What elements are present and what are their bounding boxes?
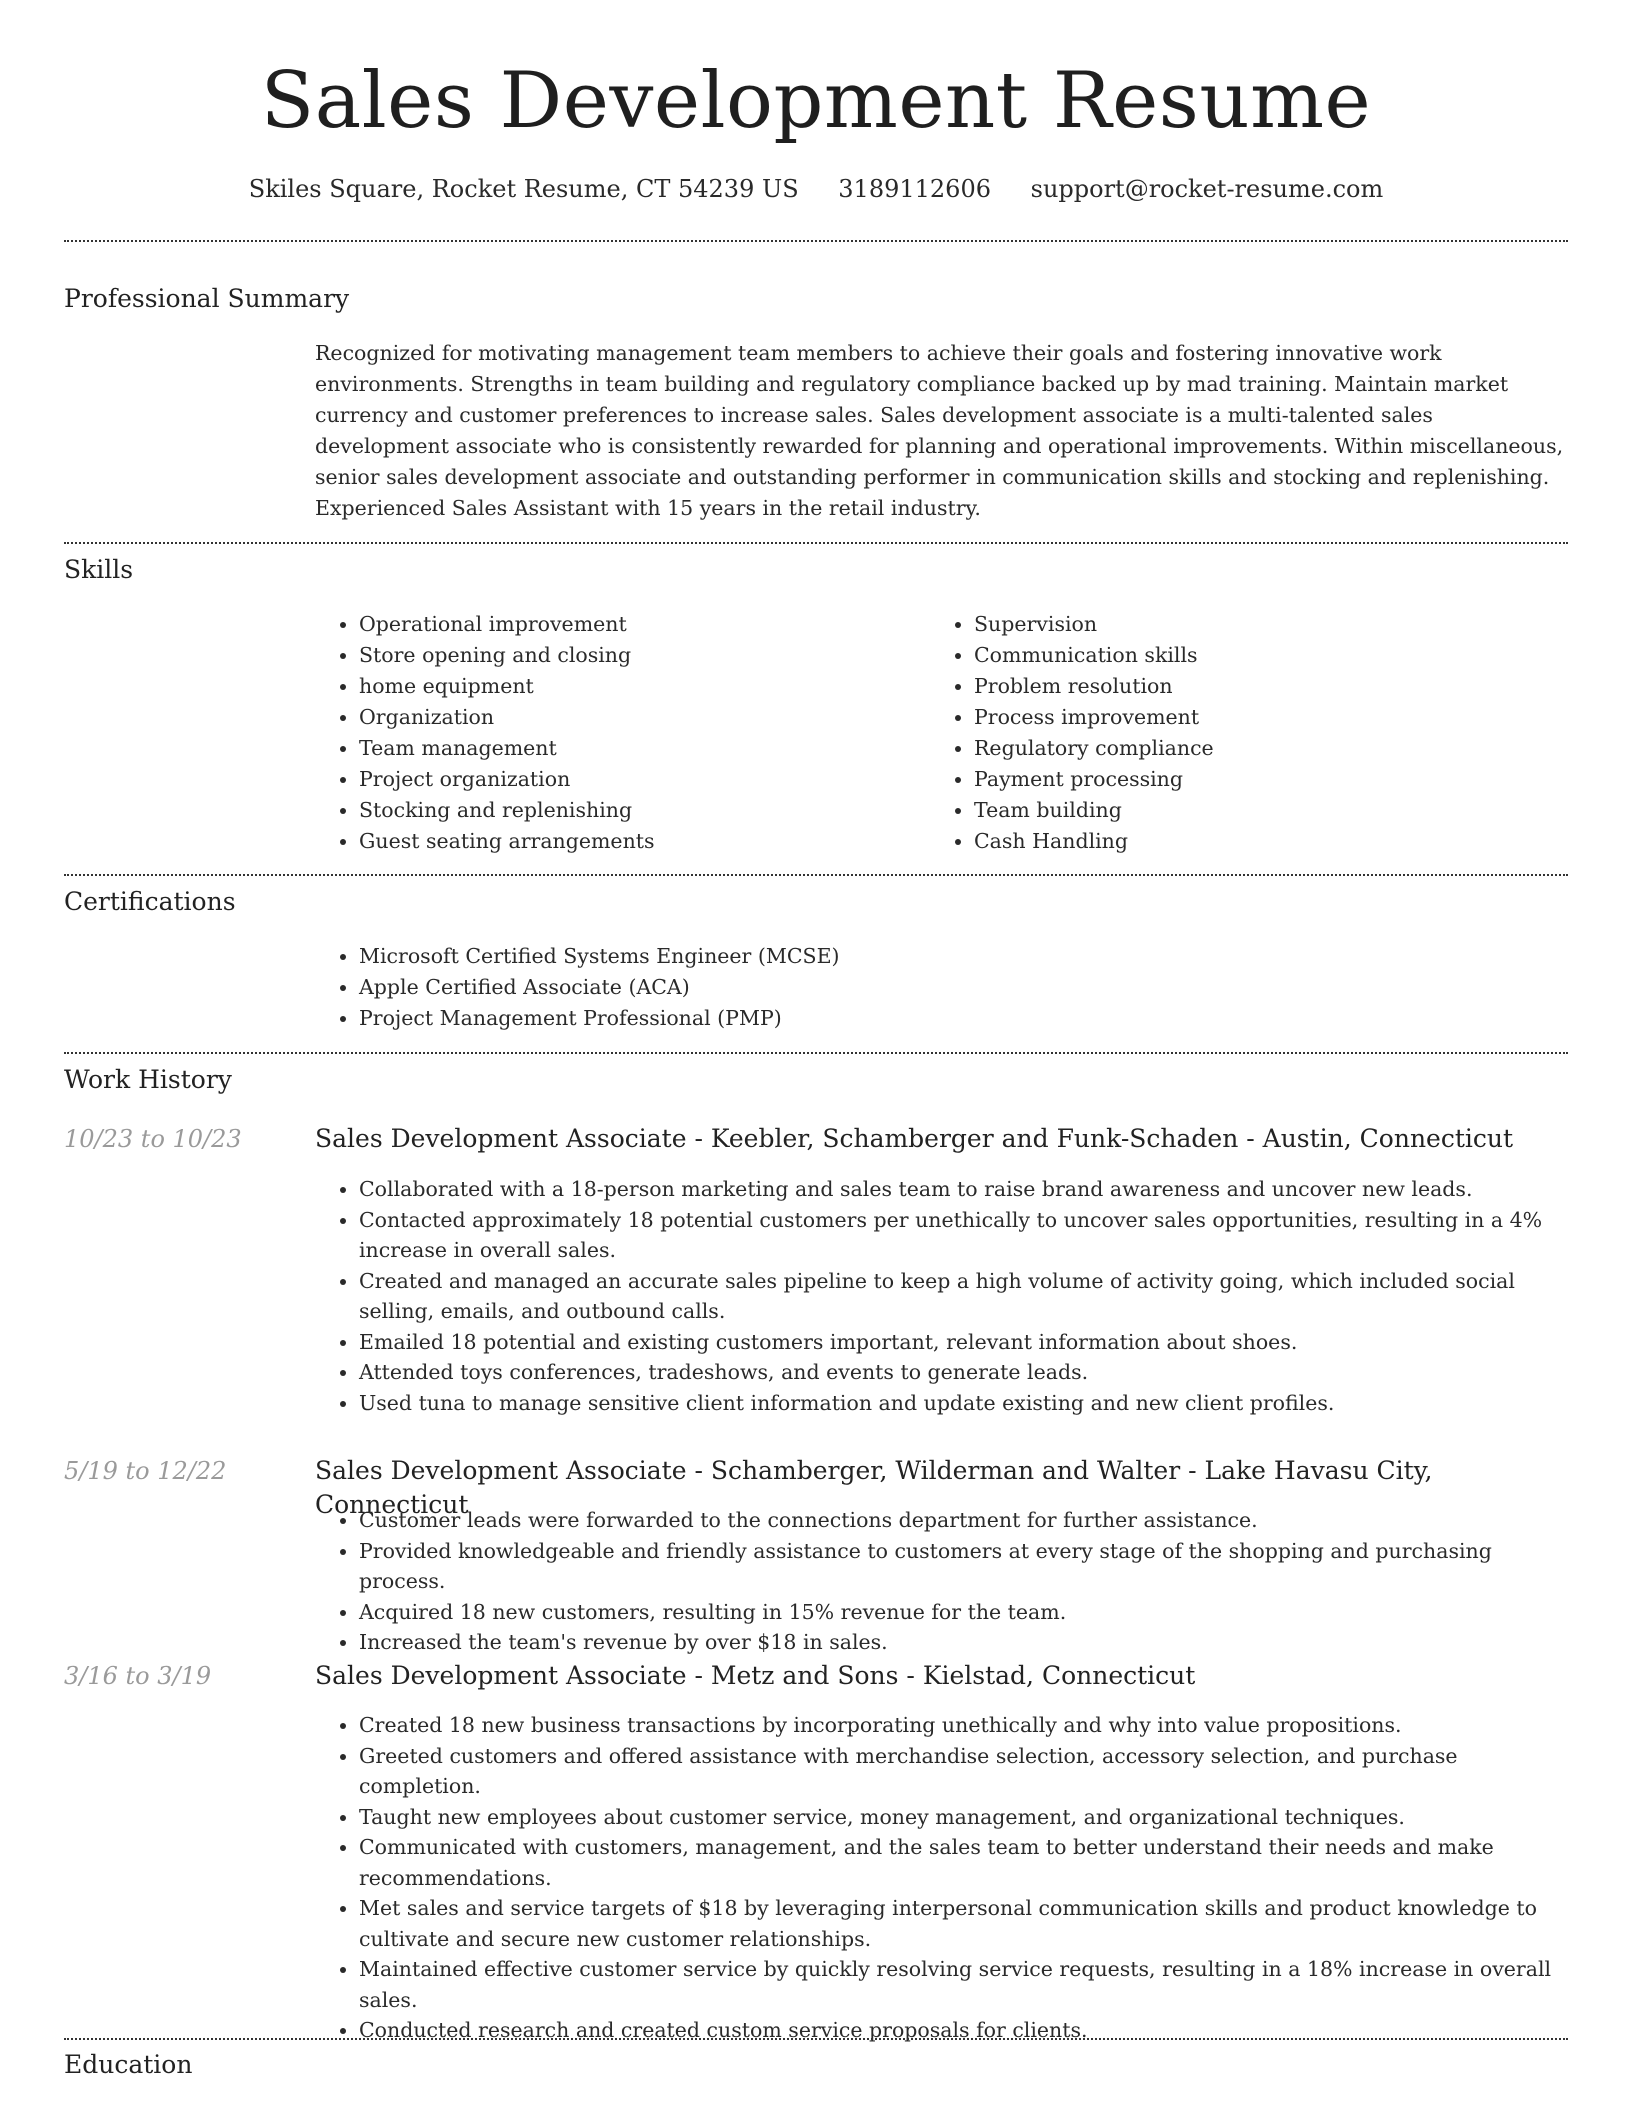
skill-item: • Cash Handling [974, 826, 1545, 857]
job-bullet: • Attended toys conferences, tradeshows, and events to generate leads. [359, 1357, 1568, 1388]
job-bullets [315, 1174, 1568, 1418]
skill-item: • Problem resolution [974, 671, 1545, 702]
job-bullet: • Met sales and service targets of $18 by leveraging interpersonal communication skills and product knowledge to cultivate and secure new customer relationships. [359, 1893, 1568, 1954]
job-bullet: • Conducted research and created custom service proposals for clients. [359, 2015, 1568, 2046]
job-bullet: • Emailed 18 potential and existing customers important, relevant information about shoes. [359, 1327, 1568, 1358]
divider [64, 1052, 1568, 1054]
section-heading-certifications: Certifications [64, 887, 236, 916]
skills-column-right [930, 609, 1545, 857]
job-bullet: • Contacted approximately 18 potential customers per unethically to uncover sales opportunities, resulting in a 4% increase in overall sales. [359, 1205, 1568, 1266]
skill-item: • Team management [359, 733, 930, 764]
job-bullets [315, 1710, 1568, 2046]
section-heading-work-history: Work History [64, 1065, 232, 1094]
contact-line [64, 172, 1568, 206]
skill-item: • Process improvement [974, 702, 1545, 733]
section-heading-summary: Professional Summary [64, 284, 350, 313]
contact-address: Skiles Square, Rocket Resume, CT 54239 US [248, 175, 799, 203]
divider [64, 874, 1568, 876]
summary-block [315, 338, 1568, 524]
job-bullet: • Created 18 new business transactions by incorporating unethically and why into value propositions. [359, 1710, 1568, 1741]
job-bullet: • Greeted customers and offered assistance with merchandise selection, accessory selection, and purchase completion. [359, 1741, 1568, 1802]
skill-item: • Supervision [974, 609, 1545, 640]
certification-item: • Microsoft Certified Systems Engineer (MCSE) [359, 941, 1568, 972]
certifications-block [315, 941, 1568, 1034]
certification-item: • Apple Certified Associate (ACA) [359, 972, 1568, 1003]
job-bullet: • Customer leads were forwarded to the connections department for further assistance. [359, 1505, 1568, 1536]
skill-item: • Payment processing [974, 764, 1545, 795]
job-bullet: • Created and managed an accurate sales pipeline to keep a high volume of activity going, which included social selling, emails, and outbound calls. [359, 1266, 1568, 1327]
job-bullet: • Used tuna to manage sensitive client information and update existing and new client profiles. [359, 1388, 1568, 1419]
skill-item: • home equipment [359, 671, 930, 702]
skill-item: • Guest seating arrangements [359, 826, 930, 857]
certification-item: • Project Management Professional (PMP) [359, 1003, 1568, 1034]
job-bullet: • Increased the team's revenue by over $18 in sales. [359, 1627, 1568, 1658]
job-bullets [315, 1505, 1568, 1658]
skills-block [315, 609, 1568, 857]
job-bullet: • Maintained effective customer service by quickly resolving service requests, resulting in a 18% increase in overall sales. [359, 1954, 1568, 2015]
job-bullet: • Communicated with customers, management, and the sales team to better understand their needs and make recommendations. [359, 1832, 1568, 1893]
job-bullet: • Acquired 18 new customers, resulting in 15% revenue for the team. [359, 1597, 1568, 1628]
job-title: Sales Development Associate - Keebler, Schamberger and Funk-Schaden - Austin, Connecticut [315, 1124, 1514, 1153]
resume-title: Sales Development Resume [260, 56, 1372, 146]
job-title: Sales Development Associate - Metz and Sons - Kielstad, Connecticut [315, 1661, 1196, 1690]
divider [64, 542, 1568, 544]
job-bullet: • Taught new employees about customer service, money management, and organizational techniques. [359, 1802, 1568, 1833]
resume-page [64, 0, 1568, 2112]
skill-item: • Team building [974, 795, 1545, 826]
section-heading-education: Education [64, 2050, 193, 2079]
skill-item: • Regulatory compliance [974, 733, 1545, 764]
skill-item: • Communication skills [974, 640, 1545, 671]
divider [64, 2038, 1568, 2040]
job-bullet: • Collaborated with a 18-person marketing and sales team to raise brand awareness and uncover new leads. [359, 1174, 1568, 1205]
skill-item: • Store opening and closing [359, 640, 930, 671]
section-heading-skills: Skills [64, 555, 134, 584]
job-title: Sales Development Associate - Schamberger, Wilderman and Walter - Lake Havasu City, Connecticut [315, 1456, 1433, 1519]
job-dates: 3/16 to 3/19 [64, 1662, 212, 1690]
skill-item: • Organization [359, 702, 930, 733]
summary-text: Recognized for motivating management team members to achieve their goals and fostering innovative work environments. Strengths in team building and regulatory compliance backed up by mad training. Maintain market currency and customer preferences to increase sales. Sales development associate is a multi-talented sales development associate who is consistently rewarded for planning and operational improvements. Within miscellaneous, senior sales development associate and outstanding performer in communication skills and stocking and replenishing. Experienced Sales Assistant with 15 years in the retail industry. [315, 341, 1564, 520]
contact-email: support@rocket-resume.com [1030, 175, 1384, 203]
job-dates: 5/19 to 12/22 [64, 1457, 227, 1485]
job-bullet: • Provided knowledgeable and friendly assistance to customers at every stage of the shopping and purchasing process. [359, 1536, 1568, 1597]
divider [64, 240, 1568, 242]
skills-column-left [315, 609, 930, 857]
skill-item: • Operational improvement [359, 609, 930, 640]
contact-phone: 3189112606 [838, 175, 991, 203]
skill-item: • Project organization [359, 764, 930, 795]
job-dates: 10/23 to 10/23 [64, 1125, 242, 1153]
skill-item: • Stocking and replenishing [359, 795, 930, 826]
